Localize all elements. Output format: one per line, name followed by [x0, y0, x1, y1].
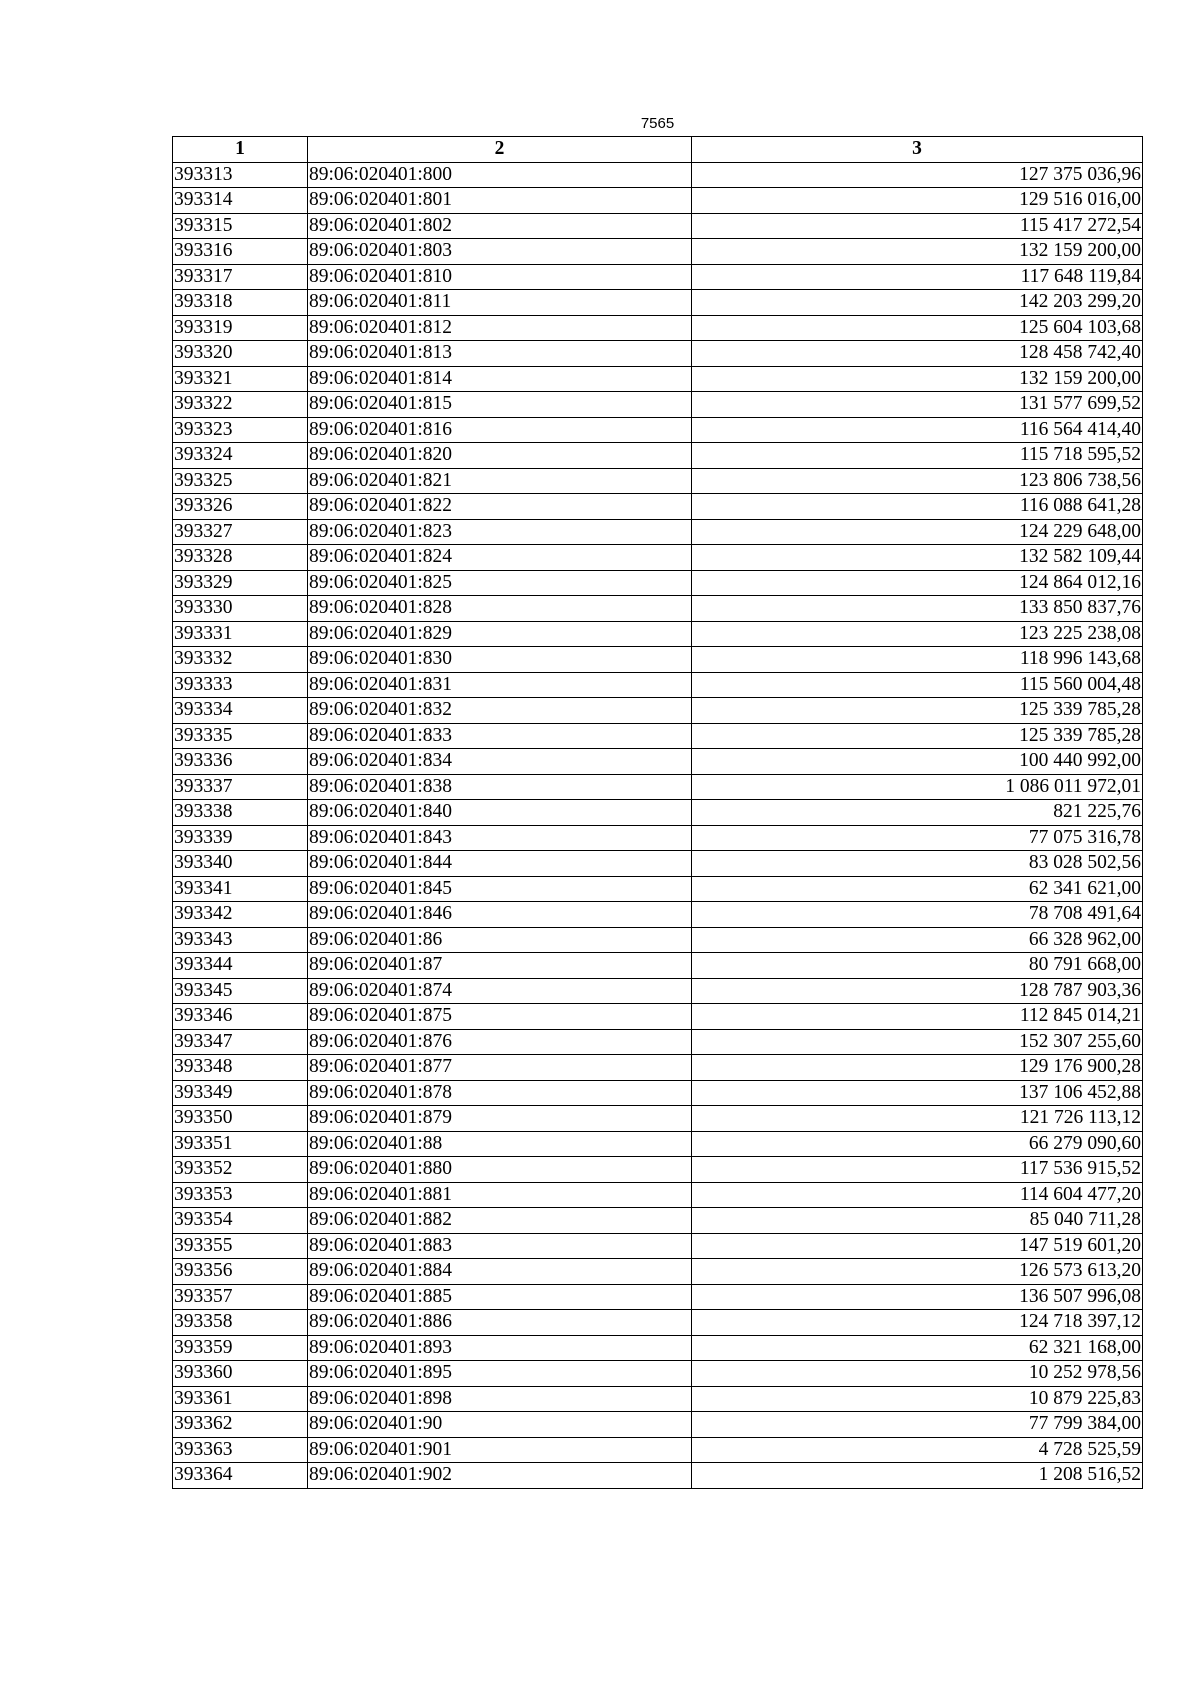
- row-number-cell: 393330: [173, 596, 308, 622]
- table-header: [173, 137, 1143, 163]
- row-number-cell: 393355: [173, 1233, 308, 1259]
- value-cell: 117 648 119,84: [692, 264, 1143, 290]
- table-row: [173, 825, 1143, 851]
- cadastral-number-cell: 89:06:020401:875: [308, 1004, 692, 1030]
- table-row: [173, 672, 1143, 698]
- cadastral-number-cell: 89:06:020401:843: [308, 825, 692, 851]
- cadastral-number-cell: 89:06:020401:829: [308, 621, 692, 647]
- cadastral-number-cell: 89:06:020401:803: [308, 239, 692, 265]
- row-number-cell: 393346: [173, 1004, 308, 1030]
- value-cell: 83 028 502,56: [692, 851, 1143, 877]
- value-cell: 66 279 090,60: [692, 1131, 1143, 1157]
- table-row: [173, 162, 1143, 188]
- value-cell: 62 341 621,00: [692, 876, 1143, 902]
- cadastral-number-cell: 89:06:020401:880: [308, 1157, 692, 1183]
- cadastral-number-cell: 89:06:020401:879: [308, 1106, 692, 1132]
- cadastral-number-cell: 89:06:020401:822: [308, 494, 692, 520]
- cadastral-number-cell: 89:06:020401:831: [308, 672, 692, 698]
- table-row: [173, 443, 1143, 469]
- registry-table: [172, 136, 1143, 1489]
- value-cell: 127 375 036,96: [692, 162, 1143, 188]
- cadastral-number-cell: 89:06:020401:845: [308, 876, 692, 902]
- row-number-cell: 393361: [173, 1386, 308, 1412]
- table-row: [173, 290, 1143, 316]
- table-row: [173, 315, 1143, 341]
- table-row: [173, 723, 1143, 749]
- row-number-cell: 393352: [173, 1157, 308, 1183]
- value-cell: 132 582 109,44: [692, 545, 1143, 571]
- cadastral-number-cell: 89:06:020401:885: [308, 1284, 692, 1310]
- cadastral-number-cell: 89:06:020401:812: [308, 315, 692, 341]
- row-number-cell: 393325: [173, 468, 308, 494]
- row-number-cell: 393337: [173, 774, 308, 800]
- row-number-cell: 393329: [173, 570, 308, 596]
- cadastral-number-cell: 89:06:020401:833: [308, 723, 692, 749]
- row-number-cell: 393322: [173, 392, 308, 418]
- value-cell: 125 604 103,68: [692, 315, 1143, 341]
- row-number-cell: 393335: [173, 723, 308, 749]
- row-number-cell: 393317: [173, 264, 308, 290]
- table-row: [173, 468, 1143, 494]
- table-row: [173, 1080, 1143, 1106]
- table-row: [173, 1361, 1143, 1387]
- row-number-cell: 393332: [173, 647, 308, 673]
- value-cell: 131 577 699,52: [692, 392, 1143, 418]
- table-row: [173, 621, 1143, 647]
- table-row: [173, 1029, 1143, 1055]
- cadastral-number-cell: 89:06:020401:821: [308, 468, 692, 494]
- row-number-cell: 393341: [173, 876, 308, 902]
- cadastral-number-cell: 89:06:020401:886: [308, 1310, 692, 1336]
- table-row: [173, 239, 1143, 265]
- value-cell: 66 328 962,00: [692, 927, 1143, 953]
- cadastral-number-cell: 89:06:020401:838: [308, 774, 692, 800]
- table-row: [173, 1233, 1143, 1259]
- table-row: [173, 902, 1143, 928]
- row-number-cell: 393340: [173, 851, 308, 877]
- table-row: [173, 647, 1143, 673]
- value-cell: 128 787 903,36: [692, 978, 1143, 1004]
- value-cell: 821 225,76: [692, 800, 1143, 826]
- value-cell: 77 075 316,78: [692, 825, 1143, 851]
- table-row: [173, 1259, 1143, 1285]
- value-cell: 116 564 414,40: [692, 417, 1143, 443]
- table-row: [173, 1055, 1143, 1081]
- table-row: [173, 953, 1143, 979]
- row-number-cell: 393349: [173, 1080, 308, 1106]
- value-cell: 137 106 452,88: [692, 1080, 1143, 1106]
- row-number-cell: 393344: [173, 953, 308, 979]
- table-row: [173, 519, 1143, 545]
- row-number-cell: 393357: [173, 1284, 308, 1310]
- row-number-cell: 393351: [173, 1131, 308, 1157]
- cadastral-number-cell: 89:06:020401:834: [308, 749, 692, 775]
- value-cell: 128 458 742,40: [692, 341, 1143, 367]
- cadastral-number-cell: 89:06:020401:898: [308, 1386, 692, 1412]
- row-number-cell: 393348: [173, 1055, 308, 1081]
- table-row: [173, 1131, 1143, 1157]
- table-row: [173, 213, 1143, 239]
- row-number-cell: 393331: [173, 621, 308, 647]
- table-row: [173, 1106, 1143, 1132]
- table-row: [173, 1157, 1143, 1183]
- row-number-cell: 393359: [173, 1335, 308, 1361]
- value-cell: 142 203 299,20: [692, 290, 1143, 316]
- column-header-2: 2: [308, 137, 692, 163]
- row-number-cell: 393323: [173, 417, 308, 443]
- row-number-cell: 393315: [173, 213, 308, 239]
- value-cell: 4 728 525,59: [692, 1437, 1143, 1463]
- value-cell: 77 799 384,00: [692, 1412, 1143, 1438]
- table-row: [173, 800, 1143, 826]
- cadastral-number-cell: 89:06:020401:801: [308, 188, 692, 214]
- table-row: [173, 570, 1143, 596]
- row-number-cell: 393314: [173, 188, 308, 214]
- value-cell: 125 339 785,28: [692, 698, 1143, 724]
- value-cell: 124 718 397,12: [692, 1310, 1143, 1336]
- cadastral-number-cell: 89:06:020401:832: [308, 698, 692, 724]
- table-row: [173, 392, 1143, 418]
- table-row: [173, 264, 1143, 290]
- cadastral-number-cell: 89:06:020401:902: [308, 1463, 692, 1489]
- page-number: 7565: [640, 115, 675, 132]
- value-cell: 1 086 011 972,01: [692, 774, 1143, 800]
- table-row: [173, 494, 1143, 520]
- row-number-cell: 393358: [173, 1310, 308, 1336]
- row-number-cell: 393339: [173, 825, 308, 851]
- row-number-cell: 393328: [173, 545, 308, 571]
- row-number-cell: 393316: [173, 239, 308, 265]
- table-row: [173, 1437, 1143, 1463]
- cadastral-number-cell: 89:06:020401:811: [308, 290, 692, 316]
- cadastral-number-cell: 89:06:020401:876: [308, 1029, 692, 1055]
- cadastral-number-cell: 89:06:020401:824: [308, 545, 692, 571]
- row-number-cell: 393354: [173, 1208, 308, 1234]
- row-number-cell: 393343: [173, 927, 308, 953]
- cadastral-number-cell: 89:06:020401:820: [308, 443, 692, 469]
- cadastral-number-cell: 89:06:020401:882: [308, 1208, 692, 1234]
- table-row: [173, 341, 1143, 367]
- table-row: [173, 978, 1143, 1004]
- cadastral-number-cell: 89:06:020401:87: [308, 953, 692, 979]
- table-row: [173, 749, 1143, 775]
- row-number-cell: 393363: [173, 1437, 308, 1463]
- row-number-cell: 393324: [173, 443, 308, 469]
- cadastral-number-cell: 89:06:020401:815: [308, 392, 692, 418]
- row-number-cell: 393347: [173, 1029, 308, 1055]
- value-cell: 116 088 641,28: [692, 494, 1143, 520]
- table-row: [173, 545, 1143, 571]
- cadastral-number-cell: 89:06:020401:813: [308, 341, 692, 367]
- value-cell: 10 879 225,83: [692, 1386, 1143, 1412]
- cadastral-number-cell: 89:06:020401:816: [308, 417, 692, 443]
- cadastral-number-cell: 89:06:020401:893: [308, 1335, 692, 1361]
- value-cell: 129 176 900,28: [692, 1055, 1143, 1081]
- table-row: [173, 1386, 1143, 1412]
- row-number-cell: 393353: [173, 1182, 308, 1208]
- table-row: [173, 876, 1143, 902]
- value-cell: 133 850 837,76: [692, 596, 1143, 622]
- value-cell: 112 845 014,21: [692, 1004, 1143, 1030]
- cadastral-number-cell: 89:06:020401:800: [308, 162, 692, 188]
- value-cell: 123 806 738,56: [692, 468, 1143, 494]
- value-cell: 124 864 012,16: [692, 570, 1143, 596]
- table-row: [173, 1208, 1143, 1234]
- row-number-cell: 393342: [173, 902, 308, 928]
- cadastral-number-cell: 89:06:020401:823: [308, 519, 692, 545]
- table-row: [173, 774, 1143, 800]
- row-number-cell: 393327: [173, 519, 308, 545]
- table-row: [173, 851, 1143, 877]
- row-number-cell: 393334: [173, 698, 308, 724]
- value-cell: 62 321 168,00: [692, 1335, 1143, 1361]
- value-cell: 115 718 595,52: [692, 443, 1143, 469]
- row-number-cell: 393321: [173, 366, 308, 392]
- table-row: [173, 188, 1143, 214]
- cadastral-number-cell: 89:06:020401:88: [308, 1131, 692, 1157]
- row-number-cell: 393345: [173, 978, 308, 1004]
- value-cell: 152 307 255,60: [692, 1029, 1143, 1055]
- value-cell: 124 229 648,00: [692, 519, 1143, 545]
- value-cell: 78 708 491,64: [692, 902, 1143, 928]
- table-row: [173, 1284, 1143, 1310]
- table-row: [173, 1463, 1143, 1489]
- table-row: [173, 417, 1143, 443]
- table-row: [173, 698, 1143, 724]
- cadastral-number-cell: 89:06:020401:828: [308, 596, 692, 622]
- value-cell: 147 519 601,20: [692, 1233, 1143, 1259]
- table-row: [173, 1335, 1143, 1361]
- table-row: [173, 1004, 1143, 1030]
- value-cell: 80 791 668,00: [692, 953, 1143, 979]
- cadastral-number-cell: 89:06:020401:814: [308, 366, 692, 392]
- row-number-cell: 393364: [173, 1463, 308, 1489]
- value-cell: 132 159 200,00: [692, 239, 1143, 265]
- row-number-cell: 393333: [173, 672, 308, 698]
- cadastral-number-cell: 89:06:020401:881: [308, 1182, 692, 1208]
- row-number-cell: 393338: [173, 800, 308, 826]
- cadastral-number-cell: 89:06:020401:874: [308, 978, 692, 1004]
- row-number-cell: 393326: [173, 494, 308, 520]
- cadastral-number-cell: 89:06:020401:878: [308, 1080, 692, 1106]
- table-row: [173, 596, 1143, 622]
- cadastral-number-cell: 89:06:020401:86: [308, 927, 692, 953]
- header-row: [173, 137, 1143, 163]
- row-number-cell: 393350: [173, 1106, 308, 1132]
- cadastral-number-cell: 89:06:020401:840: [308, 800, 692, 826]
- value-cell: 117 536 915,52: [692, 1157, 1143, 1183]
- cadastral-number-cell: 89:06:020401:884: [308, 1259, 692, 1285]
- value-cell: 123 225 238,08: [692, 621, 1143, 647]
- value-cell: 115 560 004,48: [692, 672, 1143, 698]
- value-cell: 126 573 613,20: [692, 1259, 1143, 1285]
- value-cell: 85 040 711,28: [692, 1208, 1143, 1234]
- cadastral-number-cell: 89:06:020401:802: [308, 213, 692, 239]
- value-cell: 125 339 785,28: [692, 723, 1143, 749]
- row-number-cell: 393360: [173, 1361, 308, 1387]
- cadastral-number-cell: 89:06:020401:895: [308, 1361, 692, 1387]
- cadastral-number-cell: 89:06:020401:90: [308, 1412, 692, 1438]
- value-cell: 132 159 200,00: [692, 366, 1143, 392]
- cadastral-number-cell: 89:06:020401:846: [308, 902, 692, 928]
- table-body: [173, 162, 1143, 1488]
- value-cell: 114 604 477,20: [692, 1182, 1143, 1208]
- row-number-cell: 393319: [173, 315, 308, 341]
- row-number-cell: 393362: [173, 1412, 308, 1438]
- cadastral-number-cell: 89:06:020401:844: [308, 851, 692, 877]
- cadastral-number-cell: 89:06:020401:830: [308, 647, 692, 673]
- row-number-cell: 393318: [173, 290, 308, 316]
- row-number-cell: 393356: [173, 1259, 308, 1285]
- table-row: [173, 1412, 1143, 1438]
- value-cell: 121 726 113,12: [692, 1106, 1143, 1132]
- cadastral-number-cell: 89:06:020401:877: [308, 1055, 692, 1081]
- cadastral-number-cell: 89:06:020401:825: [308, 570, 692, 596]
- table-row: [173, 1310, 1143, 1336]
- table-row: [173, 1182, 1143, 1208]
- table-row: [173, 927, 1143, 953]
- row-number-cell: 393336: [173, 749, 308, 775]
- value-cell: 129 516 016,00: [692, 188, 1143, 214]
- cadastral-number-cell: 89:06:020401:901: [308, 1437, 692, 1463]
- value-cell: 1 208 516,52: [692, 1463, 1143, 1489]
- column-header-1: 1: [173, 137, 308, 163]
- table-row: [173, 366, 1143, 392]
- value-cell: 118 996 143,68: [692, 647, 1143, 673]
- value-cell: 115 417 272,54: [692, 213, 1143, 239]
- value-cell: 136 507 996,08: [692, 1284, 1143, 1310]
- cadastral-number-cell: 89:06:020401:810: [308, 264, 692, 290]
- column-header-3: 3: [692, 137, 1143, 163]
- value-cell: 10 252 978,56: [692, 1361, 1143, 1387]
- row-number-cell: 393320: [173, 341, 308, 367]
- cadastral-number-cell: 89:06:020401:883: [308, 1233, 692, 1259]
- value-cell: 100 440 992,00: [692, 749, 1143, 775]
- row-number-cell: 393313: [173, 162, 308, 188]
